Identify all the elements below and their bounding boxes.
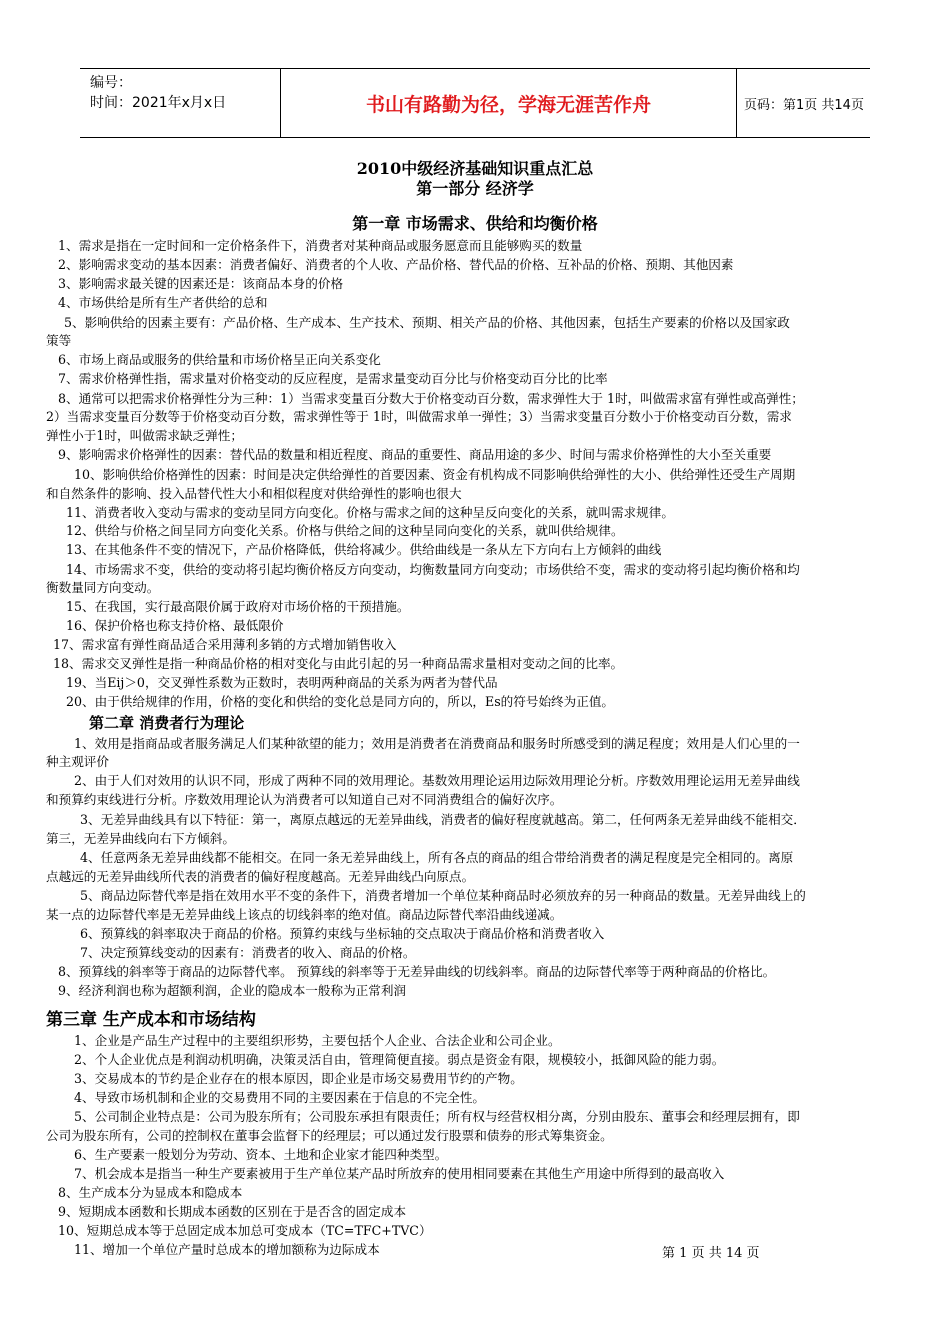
header-page-cell — [736, 69, 878, 137]
chapter-3-title: 第三章 生产成本和市场结构 — [46, 1010, 256, 1030]
chapter-2-item: 某一点的边际替代率是无差异曲线上该点的切线斜率的绝对值。商品边际替代率沿曲线递减。 — [46, 907, 563, 922]
chapter-1-item: 1、需求是指在一定时间和一定价格条件下，消费者对某种商品或服务愿意而且能够购买的数量 — [58, 238, 583, 253]
chapter-1-item: 3、影响需求最关键的因素还是：该商品本身的价格 — [58, 276, 344, 291]
chapter-3-item: 11、增加一个单位产量时总成本的增加额称为边际成本 — [74, 1242, 380, 1257]
chapter-2-item: 点越远的无差异曲线所代表的消费者的偏好程度越高。无差异曲线凸向原点。 — [46, 869, 475, 884]
header-page-number: 页码：第1页 共14页 — [744, 97, 864, 113]
chapter-1-item: 19、当Eij＞0，交叉弹性系数为正数时，表明两种商品的关系为两者为替代品 — [66, 675, 498, 690]
chapter-1-item: 14、市场需求不变，供给的变动将引起均衡价格反方向变动，均衡数量同方向变动；市场供给不变，需求的变动将引起均衡价格和均 — [66, 562, 800, 577]
chapter-1-item: 16、保护价格也称支持价格、最低限价 — [66, 618, 284, 633]
document-title: 2010中级经济基础知识重点汇总 — [356, 159, 594, 178]
chapter-1-item: 衡数量同方向变动。 — [46, 580, 160, 595]
chapter-3-item: 2、个人企业优点是利润动机明确，决策灵活自由，管理简便直接。弱点是资金有限，规模较小，抵御风险的能力弱。 — [74, 1052, 725, 1067]
page-footer — [662, 1242, 760, 1261]
header-motto: 书山有路勤为径，学海无涯苦作舟 — [365, 93, 651, 116]
chapter-1-item: 12、供给与价格之间呈同方向变化关系。价格与供给之间的这种呈同向变化的关系，就叫供给规律。 — [66, 523, 624, 538]
header-motto-cell — [280, 69, 737, 137]
document-number-label: 编号： — [90, 75, 132, 91]
chapter-2-item: 6、预算线的斜率取决于商品的价格。预算约束线与坐标轴的交点取决于商品价格和消费者收入 — [80, 926, 605, 941]
chapter-3-item: 10、短期总成本等于总固定成本加总可变成本（TC=TFC+TVC） — [58, 1223, 432, 1238]
chapter-3-item: 5、公司制企业特点是：公司为股东所有；公司股东承担有限责任；所有权与经营权相分离，分别由股东、董事会和经理层拥有，即 — [74, 1109, 800, 1124]
chapter-3-item: 9、短期成本函数和长期成本函数的区别在于是否含的固定成本 — [58, 1204, 407, 1219]
chapter-2-item: 5、商品边际替代率是指在效用水平不变的条件下，消费者增加一个单位某种商品时必须放弃的另一种商品的数量。无差异曲线上的 — [80, 888, 806, 903]
chapter-1-item: 13、在其他条件不变的情况下，产品价格降低，供给将减少。供给曲线是一条从左下方向右上方倾斜的曲线 — [66, 542, 662, 557]
chapter-2-item: 9、经济利润也称为超额利润，企业的隐成本一般称为正常利润 — [58, 983, 407, 998]
chapter-1-item: 7、需求价格弹性指，需求量对价格变动的反应程度，是需求量变动百分比与价格变动百分比的比率 — [58, 371, 608, 386]
chapter-1-title: 第一章 市场需求、供给和均衡价格 — [352, 214, 598, 233]
footer-page-total: 14 — [725, 1246, 743, 1261]
footer-page-mid: 页 共 — [691, 1246, 722, 1261]
chapter-3-item: 3、交易成本的节约是企业存在的根本原因，即企业是市场交易费用节约的产物。 — [74, 1071, 523, 1086]
chapter-1-item: 18、需求交叉弹性是指一种商品价格的相对变化与由此引起的另一种商品需求量相对变动之间的比率。 — [53, 656, 624, 671]
footer-page-suffix: 页 — [746, 1246, 760, 1261]
chapter-2-item: 2、由于人们对效用的认识不同，形成了两种不同的效用理论。基数效用理论运用边际效用理论分析。序数效用理论运用无差异曲线 — [74, 773, 800, 788]
chapter-2-item: 1、效用是指商品或者服务满足人们某种欲望的能力；效用是消费者在消费商品和服务时所感受到的满足程度；效用是人们心里的一 — [74, 736, 800, 751]
header-meta — [80, 69, 280, 137]
chapter-2-item: 第三，无差异曲线向右下方倾斜。 — [46, 831, 235, 846]
chapter-3-item: 7、机会成本是指当一种生产要素被用于生产单位某产品时所放弃的使用相同要素在其他生产用途中所得到的最高收入 — [74, 1166, 725, 1181]
chapter-2-item: 7、决定预算线变动的因素有：消费者的收入、商品的价格。 — [80, 945, 416, 960]
chapter-2-item: 3、无差异曲线具有以下特征：第一，离原点越远的无差异曲线，消费者的偏好程度就越高。第二，任何两条无差异曲线不能相交． — [80, 812, 806, 827]
chapter-1-item: 2）当需求变量百分数等于价格变动百分数，需求弹性等于 1时，叫做需求单一弹性；3）当需求变量百分数小于价格变动百分数，需求 — [46, 409, 792, 424]
chapter-1-item: 17、需求富有弹性商品适合采用薄利多销的方式增加销售收入 — [53, 637, 397, 652]
chapter-1-item: 10、影响供给价格弹性的因素：时间是决定供给弹性的首要因素、资金有机构成不同影响供给弹性的大小、供给弹性还受生产周期 — [74, 467, 796, 482]
chapter-1-item: 5、影响供给的因素主要有：产品价格、生产成本、生产技术、预期、相关产品的价格、其他因素，包括生产要素的价格以及国家政 — [64, 315, 790, 330]
chapter-1-item: 9、影响需求价格弹性的因素：替代品的数量和相近程度、商品的重要性、商品用途的多少、时间与需求价格弹性的大小至关重要 — [58, 447, 772, 462]
part-title: 第一部分 经济学 — [416, 179, 534, 198]
chapter-1-item: 策等 — [46, 333, 72, 348]
document-time-label: 时间：2021年x月x日 — [90, 95, 227, 111]
chapter-2-item: 8、预算线的斜率等于商品的边际替代率。 预算线的斜率等于无差异曲线的切线斜率。商品的边际替代率等于两种商品的价格比。 — [58, 964, 776, 979]
chapter-1-item: 20、由于供给规律的作用，价格的变化和供给的变化总是同方向的，所以，Es的符号始终为正值。 — [66, 694, 615, 709]
chapter-1-item: 4、市场供给是所有生产者供给的总和 — [58, 295, 268, 310]
chapter-3-item: 4、导致市场机制和企业的交易费用不同的主要因素在于信息的不完全性。 — [74, 1090, 486, 1105]
footer-page-prefix: 第 — [662, 1246, 676, 1261]
chapter-1-item: 弹性小于1时，叫做需求缺乏弹性； — [46, 428, 243, 443]
chapter-1-item: 11、消费者收入变动与需求的变动呈同方向变化。价格与需求之间的这种呈反向变化的关系，就叫需求规律。 — [66, 505, 674, 520]
chapter-1-item: 6、市场上商品或服务的供给量和市场价格呈正向关系变化 — [58, 352, 381, 367]
chapter-2-title: 第二章 消费者行为理论 — [89, 714, 245, 732]
chapter-1-item: 15、在我国，实行最高限价属于政府对市场价格的干预措施。 — [66, 599, 410, 614]
chapter-2-item: 4、任意两条无差异曲线都不能相交。在同一条无差异曲线上，所有各点的商品的组合带给消费者的满足程度是完全相同的。离原 — [80, 850, 794, 865]
page-header — [80, 68, 870, 138]
chapter-2-item: 种主观评价 — [46, 754, 109, 769]
chapter-3-item: 公司为股东所有，公司的控制权在董事会监督下的经理层；可以通过发行股票和债券的形式筹集资金。 — [46, 1128, 613, 1143]
chapter-1-item: 和自然条件的影响、投入品替代性大小和相似程度对供给弹性的影响也很大 — [46, 486, 462, 501]
chapter-3-item: 8、生产成本分为显成本和隐成本 — [58, 1185, 243, 1200]
chapter-1-item: 2、影响需求变动的基本因素：消费者偏好、消费者的个人收、产品价格、替代品的价格、互补品的价格、预期、其他因素 — [58, 257, 734, 272]
chapter-1-item: 8、通常可以把需求价格弹性分为三种：1）当需求变量百分数大于价格变动百分数，需求弹性大于 1时，叫做需求富有弹性或高弹性； — [58, 391, 804, 406]
chapter-3-item: 1、企业是产品生产过程中的主要组织形势，主要包括个人企业、合法企业和公司企业。 — [74, 1033, 561, 1048]
chapter-3-item: 6、生产要素一般划分为劳动、资本、土地和企业家才能四种类型。 — [74, 1147, 448, 1162]
chapter-2-item: 和预算约束线进行分析。序数效用理论认为消费者可以知道自己对不同消费组合的偏好次序。 — [46, 792, 563, 807]
footer-page-number: 1 — [679, 1246, 688, 1261]
